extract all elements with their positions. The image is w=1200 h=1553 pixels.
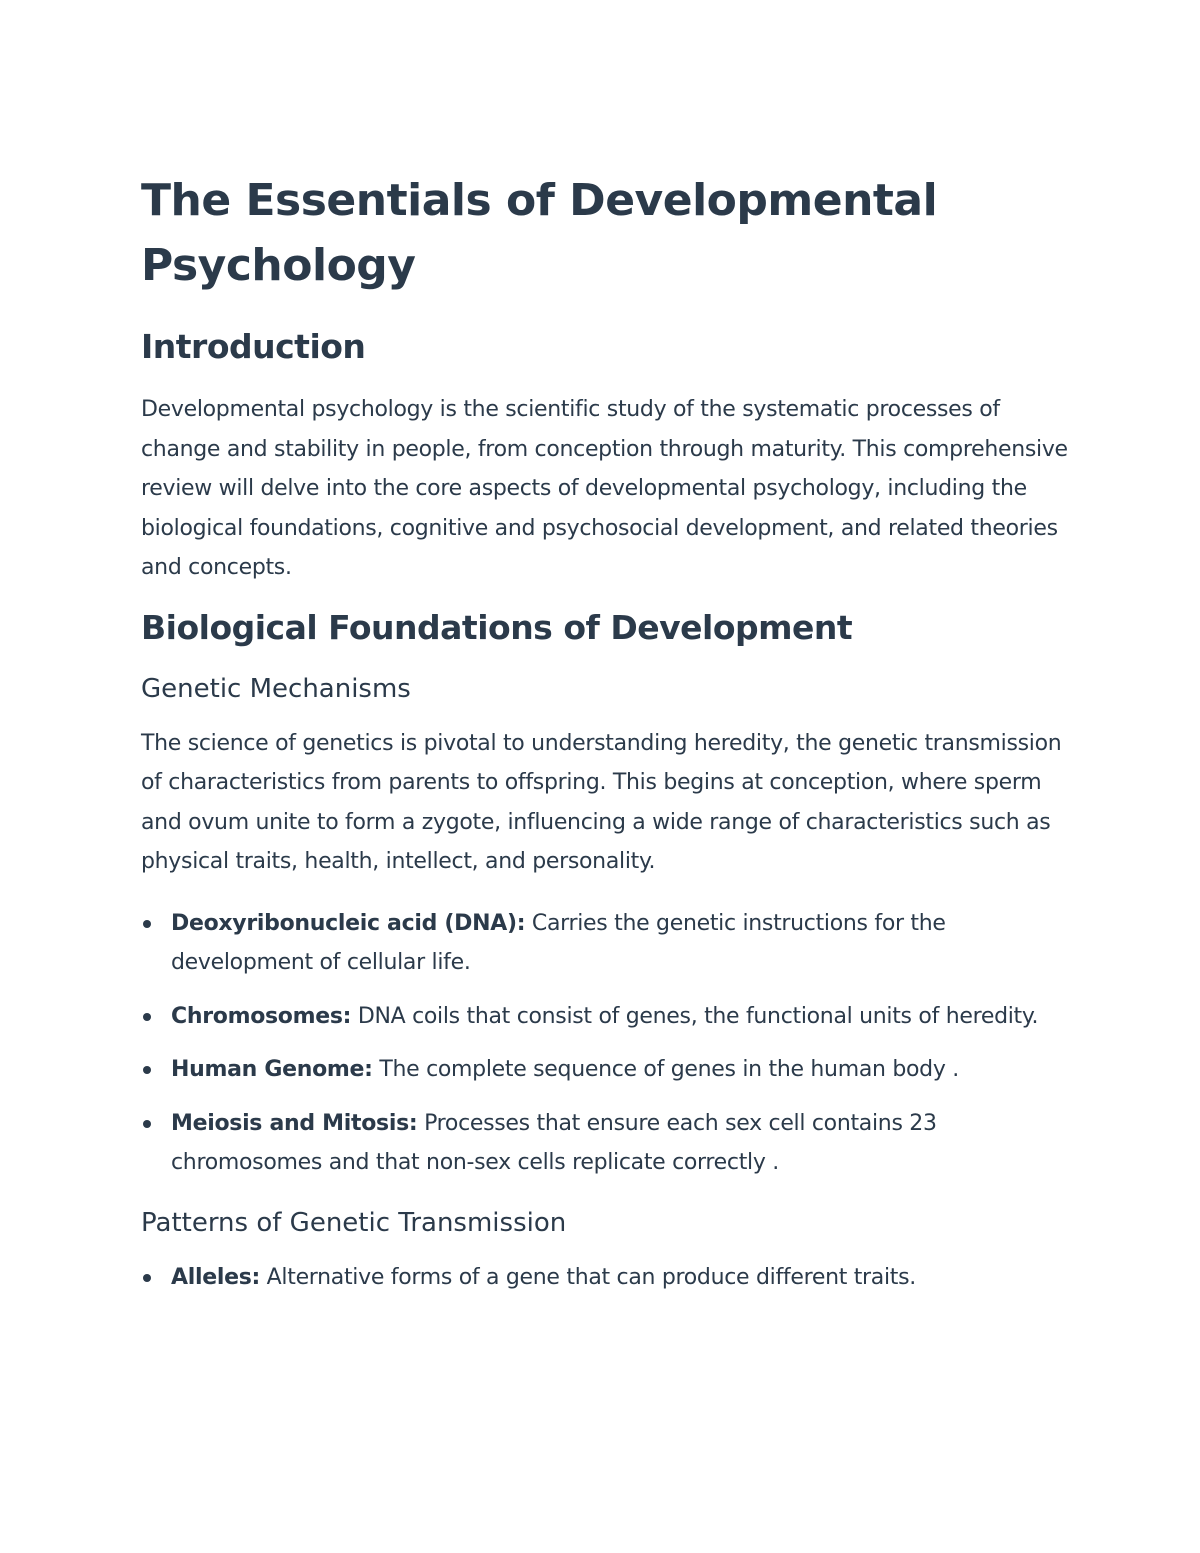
list-item-term: Chromosomes: [171, 1003, 352, 1029]
list-item-text: DNA coils that consist of genes, the functional units of heredity. [351, 1003, 1039, 1029]
list-patterns-genetic-transmission [141, 1258, 1071, 1298]
list-item-term: Meiosis and Mitosis: [171, 1110, 418, 1136]
list-item [141, 1050, 1071, 1090]
bullet-icon [143, 1066, 151, 1074]
document-page [141, 168, 1071, 1319]
list-item-term: Human Genome: [171, 1057, 373, 1082]
bullet-icon [143, 1013, 151, 1021]
list-item [141, 904, 1071, 983]
list-item-text: The complete sequence of genes in the human body . [372, 1057, 959, 1082]
list-item [141, 997, 1071, 1037]
list-item-term: Alleles: [171, 1264, 260, 1290]
list-item [141, 1258, 1071, 1298]
heading-biological-foundations: Biological Foundations of Development [141, 607, 853, 647]
list-item-text: Alternative forms of a gene that can produce different traits. [259, 1264, 916, 1290]
paragraph-genetic-mechanisms: The science of genetics is pivotal to understanding heredity, the genetic transmission of characteristics from parents to offspring. This begins at conception, where sperm and ovum unite to form a zygote, influencing a wide range of characteristics such as physical traits, health, intellect, and personality. [141, 730, 1062, 874]
paragraph-introduction: Developmental psychology is the scientific study of the systematic processes of change and stability in people, from conception through maturity. This comprehensive review will delve into the core aspects of developmental psychology, including the biological foundations, cognitive and psychosocial development, and related theories and concepts. [141, 397, 1068, 580]
list-item-text: Carries the genetic instructions for the development of cellular life. [171, 910, 946, 975]
list-item-text: Processes that ensure each sex cell contains 23 chromosomes and that non-sex cells replicate correctly . [171, 1110, 937, 1175]
bullet-icon [143, 1120, 151, 1128]
list-genetic-mechanisms [141, 904, 1071, 1183]
heading-introduction: Introduction [141, 327, 366, 366]
heading-patterns-genetic-transmission: Patterns of Genetic Transmission [141, 1207, 567, 1238]
heading-genetic-mechanisms: Genetic Mechanisms [141, 673, 411, 704]
list-item [141, 1104, 1071, 1183]
bullet-icon [143, 1274, 151, 1282]
bullet-icon [143, 920, 151, 928]
document-title: The Essentials of Developmental Psychology [141, 175, 938, 291]
list-item-term: Deoxyribonucleic acid (DNA): [171, 910, 526, 936]
